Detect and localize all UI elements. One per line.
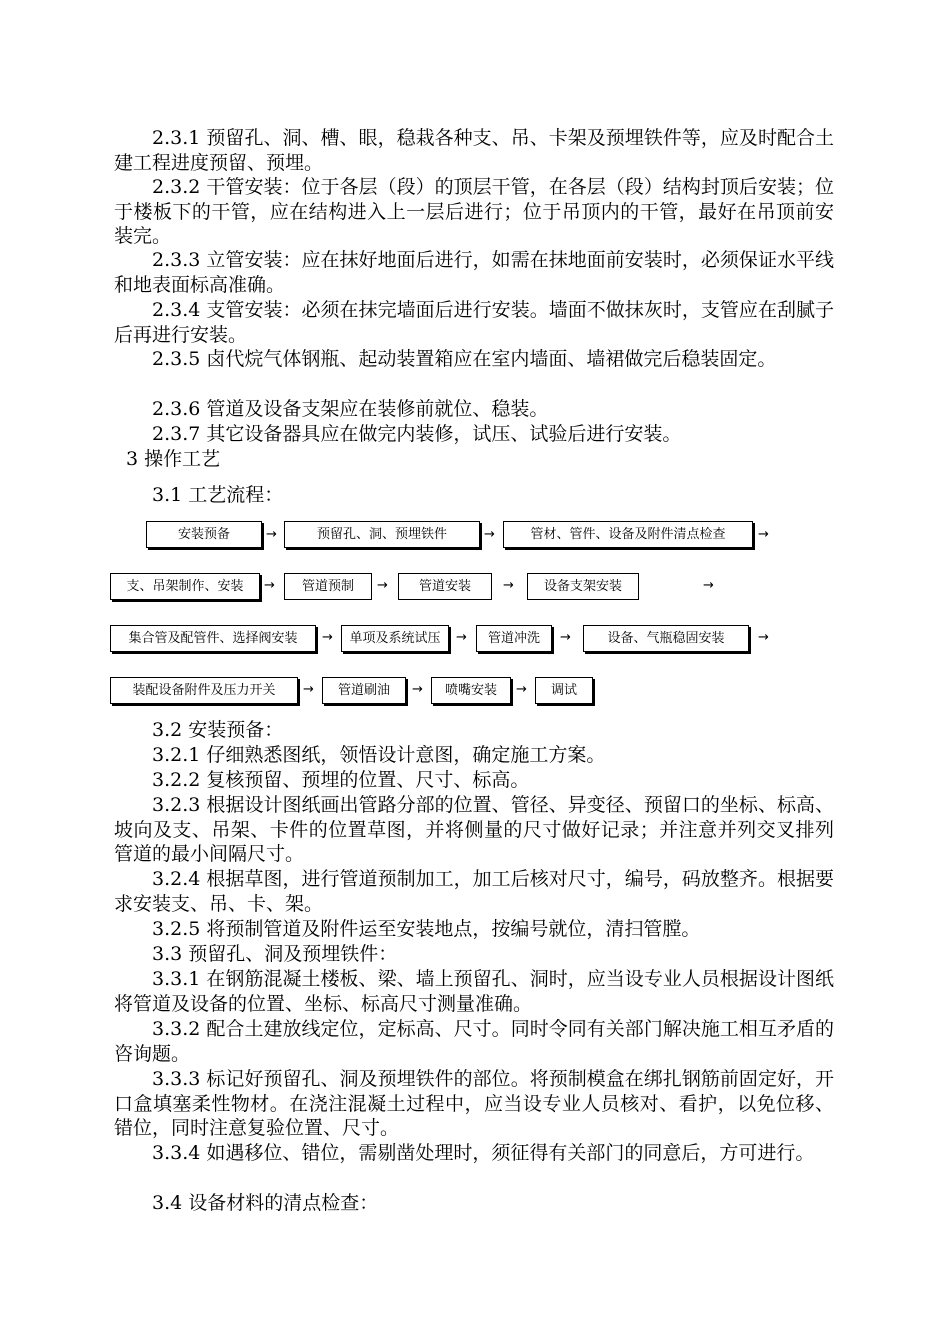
flow-arrow: → [456,630,467,645]
flow-arrow: → [758,527,769,542]
paragraph-3-2-4: 3.2.4 根据草图，进行管道预制加工，加工后核对尺寸，编号，码放整齐。根据要求安装支、吊、卡、架。 [114,868,834,915]
flow-step: 集合管及配管件、选择阀安装 [110,625,316,652]
subsection-3-2: 3.2 安装预备： [152,719,284,741]
flow-step: 支、吊架制作、安装 [110,573,260,600]
paragraph-3-3-1: 3.3.1 在钢筋混凝土楼板、梁、墙上预留孔、洞时，应当设专业人员根据设计图纸将管道及设备的位置、坐标、标高尺寸测量准确。 [114,968,834,1015]
flow-step: 单项及系统试压 [341,625,449,652]
flow-step: 装配设备附件及压力开关 [110,677,298,704]
flow-step: 管道刷油 [322,677,406,704]
flow-step: 管道安装 [398,573,492,600]
flow-arrow: → [303,682,314,697]
subsection-3-1: 3.1 工艺流程： [152,484,284,506]
flow-arrow: → [758,630,769,645]
flow-step: 管道预制 [284,573,372,600]
flow-arrow: → [703,578,714,593]
paragraph-3-2-3: 3.2.3 根据设计图纸画出管路分部的位置、管径、异变径、预留口的坐标、标高、坡向及支、吊架、卡件的位置草图，并将侧量的尺寸做好记录；并注意并列交叉排列管道的最小间隔尺寸。 [114,794,834,865]
flow-arrow: → [516,682,527,697]
paragraph-3-3-2: 3.3.2 配合土建放线定位，定标高、尺寸。同时令同有关部门解决施工相互矛盾的咨询题。 [114,1018,834,1065]
flow-arrow: → [560,630,571,645]
flow-step: 设备支架安装 [527,573,639,600]
flow-arrow: → [503,578,514,593]
paragraph-3-2-2: 3.2.2 复核预留、预埋的位置、尺寸、标高。 [152,769,530,791]
paragraph-2-3-2: 2.3.2 干管安装：位于各层（段）的顶层干管，在各层（段）结构封顶后安装；位于楼板下的干管，应在结构进入上一层后进行；位于吊顶内的干管，最好在吊顶前安装完。 [114,176,834,247]
flow-step: 设备、气瓶稳固安装 [583,625,749,652]
flow-step: 管材、管件、设备及附件清点检查 [503,521,753,548]
flow-arrow: → [377,578,388,593]
paragraph-2-3-6: 2.3.6 管道及设备支架应在装修前就位、稳装。 [152,398,549,420]
paragraph-3-3-3: 3.3.3 标记好预留孔、洞及预埋铁件的部位。将预制模盒在绑扎钢筋前固定好，开口盒填塞柔性物材。在浇注混凝土过程中，应当设专业人员核对、看护，以免位移、错位，同时注意复验位置、尺寸。 [114,1068,834,1139]
flow-arrow: → [412,682,423,697]
flow-step: 管道冲洗 [476,625,552,652]
paragraph-2-3-5: 2.3.5 卤代烷气体钢瓶、起动装置箱应在室内墙面、墙裙做完后稳装固定。 [152,348,777,370]
paragraph-2-3-4: 2.3.4 支管安装：必须在抹完墙面后进行安装。墙面不做抹灰时，支管应在刮腻子后再进行安装。 [114,299,834,346]
paragraph-2-3-7: 2.3.7 其它设备器具应在做完内装修，试压、试验后进行安装。 [152,423,682,445]
section-heading: 3 操作工艺 [126,448,221,470]
flow-step: 喷嘴安装 [431,677,511,704]
paragraph-3-2-1: 3.2.1 仔细熟悉图纸，领悟设计意图，确定施工方案。 [152,744,606,766]
flow-arrow: → [264,578,275,593]
flow-step: 预留孔、洞、预埋铁件 [284,521,480,548]
subsection-3-3: 3.3 预留孔、洞及预埋铁件： [152,943,398,965]
flow-step: 调试 [535,677,593,704]
flow-arrow: → [322,630,333,645]
subsection-3-4: 3.4 设备材料的清点检查： [152,1192,379,1214]
paragraph-2-3-3: 2.3.3 立管安装：应在抹好地面后进行，如需在抹地面前安装时，必须保证水平线和地表面标高准确。 [114,249,834,296]
flow-step: 安装预备 [146,521,262,548]
paragraph-3-3-4: 3.3.4 如遇移位、错位，需剔凿处理时，须征得有关部门的同意后，方可进行。 [152,1142,815,1164]
paragraph-3-2-5: 3.2.5 将预制管道及附件运至安装地点，按编号就位，清扫管膛。 [152,918,701,940]
flow-arrow: → [266,527,277,542]
flow-arrow: → [484,527,495,542]
paragraph-2-3-1: 2.3.1 预留孔、洞、槽、眼，稳栽各种支、吊、卡架及预埋铁件等，应及时配合土建工程进度预留、预埋。 [114,127,834,174]
